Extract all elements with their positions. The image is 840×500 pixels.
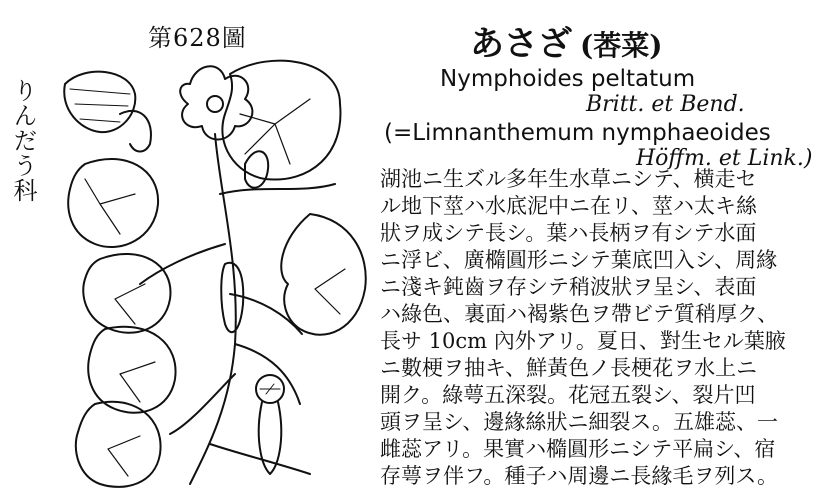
seed-detail [64,72,135,132]
main-stem [190,134,236,484]
description-line: ニ淺キ鈍齒ヲ存シテ稍波狀ヲ呈シ、表面 [380,275,757,299]
description-line: ハ綠色、裏面ハ褐紫色ヲ帶ビテ質稍厚ク、 [380,302,779,326]
description-line: ニ浮ビ、廣橢圓形ニシテ葉底凹入シ、周緣 [380,248,778,272]
description [380,166,836,490]
description-line: 湖池ニ生ズル多年生水草ニシテ、横走セ [380,167,757,191]
plant-illustration [40,44,370,494]
author-synonym: Höffm. et Link.) [636,146,813,171]
description-line: 長サ 10cm 內外アリ。夏日、對生セル葉腋 [380,329,786,353]
title-block [470,16,830,65]
description-line: ル地下莖ハ水底泥中ニ在リ、莖ハ太キ絲 [380,194,757,218]
plate-number: 第628圖 [148,24,247,52]
leaf-left [68,159,158,247]
japanese-name: あさざ [470,24,572,64]
scientific-name: Nymphoides peltatum [440,66,696,92]
fruit-capsule [221,263,243,332]
leaf-right [281,214,365,335]
author-primary: Britt. et Bend. [586,92,745,117]
description-line: 存萼ヲ伴フ。種子ハ周邊ニ長緣毛ヲ列ス。 [380,464,778,488]
description-line: 狀ヲ成シテ長シ。葉ハ長柄ヲ有シテ水面 [380,221,757,245]
description-line: 雌蕊アリ。果實ハ橢圓形ニシテ平扁シ、宿 [380,437,776,461]
bud [245,151,268,187]
kanji-name: (莕菜) [580,29,663,62]
synonym-name: (=Limnanthemum nymphaeoides [384,120,771,146]
description-line: 開ク。綠萼五深裂。花冠五裂シ、裂片凹 [380,383,756,407]
family-label: りんだう科 [9,78,37,203]
description-line: ニ數梗ヲ抽キ、鮮黃色ノ長梗花ヲ水上ニ [380,356,758,380]
flower [180,66,252,139]
description-line: 頭ヲ呈シ、邊緣絲狀ニ細裂ス。五雄蕊、一 [380,410,778,434]
